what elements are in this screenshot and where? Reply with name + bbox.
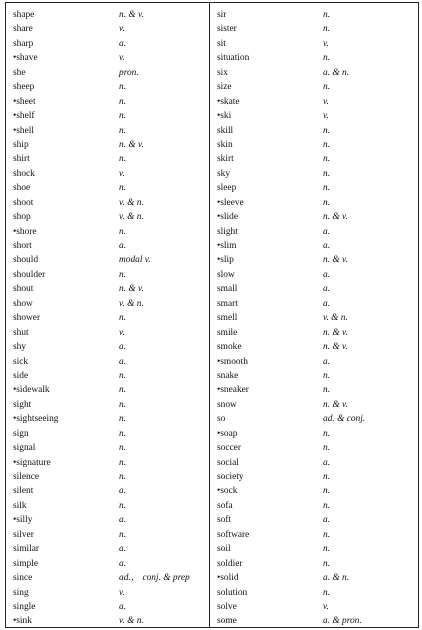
headword: •sleeve — [217, 197, 244, 208]
part-of-speech: n. — [323, 385, 331, 396]
part-of-speech: n. — [323, 558, 331, 569]
part-of-speech: n. — [323, 53, 331, 64]
word-entry-row — [13, 95, 213, 109]
part-of-speech: n. — [323, 500, 331, 511]
part-of-speech: n. — [119, 457, 127, 468]
word-entry-row — [217, 513, 417, 527]
word-entry-row — [13, 355, 213, 369]
headword: soccer — [217, 443, 241, 454]
word-entry-row — [217, 456, 417, 470]
word-entry-row — [13, 412, 213, 426]
part-of-speech: n. — [119, 472, 127, 482]
headword: •slim — [217, 241, 237, 251]
word-entry-row — [13, 427, 213, 441]
headword: society — [217, 472, 244, 482]
part-of-speech: a. — [119, 544, 127, 555]
headword: silent — [13, 486, 34, 497]
word-entry-row — [217, 268, 417, 282]
word-entry-row — [217, 196, 417, 210]
part-of-speech: n. — [119, 111, 127, 122]
headword: soft — [217, 515, 232, 526]
part-of-speech: n. — [119, 414, 127, 425]
part-of-speech: ad. & conj. — [323, 414, 366, 425]
part-of-speech: a. & n. — [323, 67, 350, 78]
headword: silver — [13, 529, 34, 540]
part-of-speech: v. & n. — [323, 313, 348, 324]
part-of-speech: v. — [323, 111, 329, 122]
part-of-speech: v. & n. — [119, 298, 144, 309]
word-entry-row — [13, 470, 213, 484]
headword: simple — [13, 558, 38, 569]
word-entry-row — [217, 326, 417, 340]
word-entry-row — [13, 109, 213, 123]
word-entry-row — [13, 586, 213, 600]
part-of-speech: n. & v. — [323, 212, 348, 223]
part-of-speech: a. — [119, 342, 127, 353]
headword: smoke — [217, 342, 242, 353]
headword: she — [13, 67, 26, 78]
headword: similar — [13, 544, 40, 555]
headword: side — [13, 370, 29, 381]
word-entry-row — [217, 571, 417, 585]
word-entry-row — [13, 297, 213, 311]
word-entry-row — [13, 398, 213, 412]
part-of-speech: n. — [119, 385, 127, 396]
part-of-speech: n. — [323, 486, 331, 497]
headword: since — [13, 573, 33, 584]
headword: silk — [13, 500, 27, 511]
headword: shout — [13, 284, 34, 295]
table-border-right — [418, 2, 419, 628]
word-entry-row — [217, 600, 417, 614]
part-of-speech: pron. — [119, 67, 139, 78]
part-of-speech: n. — [119, 529, 127, 540]
word-entry-row — [13, 196, 213, 210]
word-entry-row — [217, 8, 417, 22]
part-of-speech: a. — [119, 241, 127, 251]
word-entry-row — [13, 167, 213, 181]
part-of-speech: n. — [323, 125, 331, 136]
word-entry-row — [217, 311, 417, 325]
headword: shock — [13, 168, 35, 179]
word-entry-row — [13, 239, 213, 253]
word-entry-row — [13, 22, 213, 36]
headword: solve — [217, 601, 237, 612]
word-entry-row — [217, 427, 417, 441]
headword: •signature — [13, 457, 51, 468]
headword: software — [217, 529, 250, 540]
part-of-speech: n. & v. — [323, 327, 348, 338]
part-of-speech: n. — [323, 82, 331, 93]
word-entry-row — [217, 239, 417, 253]
part-of-speech: a. — [119, 515, 127, 526]
word-entry-row — [217, 95, 417, 109]
headword: ship — [13, 139, 29, 150]
headword: shower — [13, 313, 41, 324]
headword: social — [217, 457, 239, 468]
headword: sing — [13, 587, 29, 598]
part-of-speech: n. — [323, 154, 331, 165]
word-entry-row — [13, 80, 213, 94]
word-entry-row — [13, 614, 213, 628]
word-entry-row — [13, 181, 213, 195]
word-entry-row — [217, 412, 417, 426]
table-border-top — [5, 2, 419, 3]
part-of-speech: v. — [119, 24, 125, 35]
word-entry-row — [13, 484, 213, 498]
part-of-speech: a. — [119, 356, 127, 367]
word-entry-row — [217, 225, 417, 239]
word-entry-row — [13, 268, 213, 282]
headword: shoulder — [13, 269, 46, 280]
word-entry-row — [217, 297, 417, 311]
word-entry-row — [13, 152, 213, 166]
headword: •shell — [13, 125, 34, 136]
part-of-speech: a. — [323, 226, 331, 237]
part-of-speech: ad.， conj. & prep — [119, 573, 190, 584]
headword: shape — [13, 10, 35, 20]
part-of-speech: n. — [119, 443, 127, 454]
word-entry-row — [217, 557, 417, 571]
word-entry-row — [217, 37, 417, 51]
word-entry-row — [217, 484, 417, 498]
word-entry-row — [217, 253, 417, 267]
part-of-speech: a. — [119, 601, 127, 612]
part-of-speech: n. — [323, 443, 331, 454]
part-of-speech: n. & v. — [119, 284, 144, 295]
word-entry-row — [217, 124, 417, 138]
part-of-speech: n. — [119, 370, 127, 381]
part-of-speech: n. & v. — [323, 399, 348, 410]
headword: smile — [217, 327, 238, 338]
headword: size — [217, 82, 232, 93]
part-of-speech: v. — [119, 53, 125, 64]
headword: •sneaker — [217, 385, 249, 396]
headword: situation — [217, 53, 250, 64]
headword: snake — [217, 370, 239, 381]
headword: sleep — [217, 183, 237, 194]
word-entry-row — [217, 282, 417, 296]
headword: show — [13, 298, 33, 309]
headword: sister — [217, 24, 237, 35]
part-of-speech: a. — [119, 38, 127, 49]
word-entry-row — [13, 369, 213, 383]
headword: soil — [217, 544, 231, 555]
word-entry-row — [13, 8, 213, 22]
part-of-speech: n. — [119, 96, 127, 107]
headword: •sightseeing — [13, 414, 59, 425]
part-of-speech: n. — [119, 154, 127, 165]
headword: shirt — [13, 154, 30, 165]
part-of-speech: n. — [119, 226, 127, 237]
part-of-speech: n. — [119, 428, 127, 439]
part-of-speech: n. — [119, 125, 127, 136]
word-entry-row — [217, 80, 417, 94]
headword: •soap — [217, 428, 238, 439]
headword: so — [217, 414, 226, 425]
word-entry-row — [13, 124, 213, 138]
part-of-speech: n. & v. — [119, 139, 144, 150]
headword: •shelf — [13, 111, 35, 122]
part-of-speech: n. — [323, 529, 331, 540]
headword: small — [217, 284, 238, 295]
part-of-speech: n. — [323, 472, 331, 482]
headword: •sink — [13, 616, 32, 627]
word-entry-row — [217, 340, 417, 354]
headword: skirt — [217, 154, 234, 165]
headword: share — [13, 24, 33, 35]
headword: sit — [217, 38, 226, 49]
word-entry-row — [13, 456, 213, 470]
headword: silence — [13, 472, 40, 482]
headword: solution — [217, 587, 248, 598]
word-entry-row — [13, 51, 213, 65]
part-of-speech: a. — [323, 284, 331, 295]
headword: •sidewalk — [13, 385, 50, 396]
word-entry-row — [217, 499, 417, 513]
word-entry-row — [13, 66, 213, 80]
part-of-speech: v. — [323, 601, 329, 612]
headword: soldier — [217, 558, 243, 569]
word-entry-row — [217, 383, 417, 397]
word-entry-row — [13, 383, 213, 397]
part-of-speech: a. — [323, 356, 331, 367]
word-entry-row — [13, 340, 213, 354]
part-of-speech: n. — [119, 82, 127, 93]
part-of-speech: v. — [119, 168, 125, 179]
part-of-speech: n. — [323, 24, 331, 35]
part-of-speech: v. — [323, 38, 329, 49]
part-of-speech: a. & n. — [323, 573, 350, 584]
part-of-speech: n. — [323, 587, 331, 598]
part-of-speech: n. — [323, 10, 331, 20]
headword: •skate — [217, 96, 240, 107]
headword: •ski — [217, 111, 232, 122]
part-of-speech: n. — [323, 139, 331, 150]
word-entry-row — [217, 355, 417, 369]
headword: single — [13, 601, 36, 612]
word-entry-row — [217, 152, 417, 166]
part-of-speech: n. — [323, 168, 331, 179]
part-of-speech: n. & v. — [323, 255, 348, 266]
headword: •slip — [217, 255, 234, 266]
headword: sky — [217, 168, 231, 179]
headword: six — [217, 67, 228, 78]
part-of-speech: v. & n. — [119, 616, 144, 627]
headword: •shave — [13, 53, 38, 64]
headword: slow — [217, 269, 235, 280]
word-entry-row — [13, 282, 213, 296]
word-entry-row — [217, 528, 417, 542]
headword: •slide — [217, 212, 238, 223]
word-entry-row — [13, 513, 213, 527]
word-entry-row — [13, 557, 213, 571]
part-of-speech: n. — [323, 183, 331, 194]
word-entry-row — [217, 51, 417, 65]
headword: shop — [13, 212, 31, 223]
headword: signal — [13, 443, 36, 454]
headword: should — [13, 255, 39, 266]
part-of-speech: n. — [323, 544, 331, 555]
headword: sick — [13, 356, 29, 367]
word-entry-row — [217, 210, 417, 224]
word-entry-row — [13, 138, 213, 152]
part-of-speech: a. — [323, 298, 331, 309]
word-entry-row — [217, 138, 417, 152]
headword: •solid — [217, 573, 239, 584]
word-entry-row — [13, 441, 213, 455]
headword: •smooth — [217, 356, 248, 367]
word-entry-row — [217, 586, 417, 600]
word-entry-row — [217, 167, 417, 181]
headword: shut — [13, 327, 29, 338]
word-entry-row — [217, 542, 417, 556]
part-of-speech: v. — [119, 327, 125, 338]
part-of-speech: n. — [323, 428, 331, 439]
headword: sofa — [217, 500, 233, 511]
part-of-speech: n. — [119, 500, 127, 511]
word-entry-row — [13, 311, 213, 325]
part-of-speech: n. — [323, 197, 331, 208]
word-entry-row — [217, 181, 417, 195]
word-entry-row — [13, 571, 213, 585]
word-entry-row — [217, 398, 417, 412]
word-entry-row — [217, 22, 417, 36]
part-of-speech: n. — [119, 313, 127, 324]
part-of-speech: a. — [119, 486, 127, 497]
headword: shy — [13, 342, 27, 353]
word-entry-row — [13, 542, 213, 556]
left-word-column — [13, 8, 213, 629]
part-of-speech: a. — [323, 515, 331, 526]
headword: smart — [217, 298, 238, 309]
part-of-speech: v. — [119, 587, 125, 598]
part-of-speech: a. — [323, 269, 331, 280]
headword: smell — [217, 313, 238, 324]
right-word-column — [217, 8, 417, 629]
headword: snow — [217, 399, 237, 410]
word-entry-row — [13, 499, 213, 513]
part-of-speech: n. — [119, 269, 127, 280]
word-entry-row — [217, 614, 417, 628]
word-entry-row — [217, 470, 417, 484]
headword: shoot — [13, 197, 34, 208]
headword: skin — [217, 139, 233, 150]
headword: sharp — [13, 38, 34, 49]
part-of-speech: n. — [119, 399, 127, 410]
headword: skill — [217, 125, 234, 136]
word-entry-row — [217, 66, 417, 80]
part-of-speech: a. — [119, 558, 127, 569]
word-entry-row — [13, 37, 213, 51]
word-entry-row — [13, 528, 213, 542]
word-entry-row — [13, 326, 213, 340]
headword: •sheet — [13, 96, 36, 107]
part-of-speech: v. & n. — [119, 212, 144, 223]
part-of-speech: n. — [323, 370, 331, 381]
headword: •sock — [217, 486, 238, 497]
headword: shoe — [13, 183, 31, 194]
word-entry-row — [13, 225, 213, 239]
part-of-speech: a. — [323, 457, 331, 468]
part-of-speech: a. — [323, 241, 331, 251]
headword: sheep — [13, 82, 35, 93]
headword: •silly — [13, 515, 33, 526]
headword: •shore — [13, 226, 37, 237]
word-entry-row — [217, 369, 417, 383]
headword: some — [217, 616, 237, 627]
word-entry-row — [217, 441, 417, 455]
part-of-speech: n. & v. — [323, 342, 348, 353]
word-entry-row — [217, 109, 417, 123]
table-border-left — [5, 2, 6, 628]
word-entry-row — [13, 210, 213, 224]
part-of-speech: modal v. — [119, 255, 151, 266]
headword: sign — [13, 428, 29, 439]
headword: slight — [217, 226, 238, 237]
headword: sir — [217, 10, 227, 20]
part-of-speech: n. & v. — [119, 10, 144, 20]
word-entry-row — [13, 600, 213, 614]
part-of-speech: a. & pron. — [323, 616, 362, 627]
part-of-speech: v. & n. — [119, 197, 144, 208]
part-of-speech: v. — [323, 96, 329, 107]
part-of-speech: n. — [119, 183, 127, 194]
word-entry-row — [13, 253, 213, 267]
headword: sight — [13, 399, 32, 410]
headword: short — [13, 241, 32, 251]
